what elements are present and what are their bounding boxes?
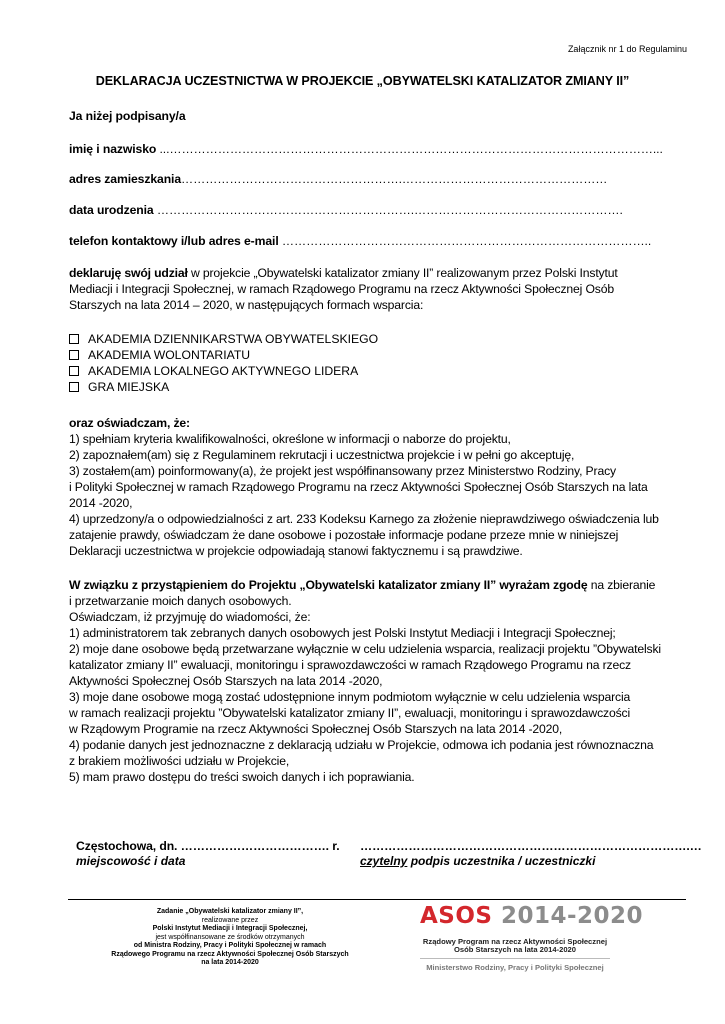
consent-bold: W związku z przystąpieniem do Projektu „Obywatelski katalizator zmiany II” wyrażam zgodę bbox=[69, 578, 588, 592]
place-date-caption: miejscowość i data bbox=[76, 854, 186, 868]
statement-line: 2014 -2020, bbox=[69, 496, 133, 510]
option-label: AKADEMIA DZIENNIKARSTWA OBYWATELSKIEGO bbox=[88, 332, 379, 346]
declaration-bold: deklaruję swój udział bbox=[69, 266, 188, 280]
program-line: Osób Starszych na lata 2014-2020 bbox=[454, 945, 576, 954]
signature-field[interactable]: ……………………………………………………………………….… bbox=[360, 839, 702, 853]
statement-line: 3) zostałem(am) poinformowany(a), że projekt jest współfinansowany przez Ministerstwo Rodziny, Pracy bbox=[69, 464, 616, 478]
ministry-name: Ministerstwo Rodziny, Pracy i Polityki Społecznej bbox=[426, 963, 604, 972]
declaration-line: Mediacji i Integracji Społecznej, w ramach Rządowego Programu na rzecz Aktywności Społecznej Osób bbox=[69, 282, 614, 296]
birth-date-dots: ……………………………………………………….……………………………………………. bbox=[153, 203, 623, 217]
document-title: DEKLARACJA UCZESTNICTWA W PROJEKCIE „OBYWATELSKI KATALIZATOR ZMIANY II” bbox=[95, 74, 630, 88]
birth-date-field[interactable] bbox=[69, 203, 623, 217]
funding-line: jest współfinansowane ze środków otrzymanych bbox=[155, 933, 305, 941]
place-date-field[interactable]: Częstochowa, dn. ………………………………. r. bbox=[76, 839, 340, 853]
consent-line: katalizator zmiany II” ewaluacji, monitoringu i sprawozdawczości w ramach Rządowego Programu na rzecz bbox=[69, 658, 631, 672]
funding-line: Polski Instytut Mediacji i Integracji Społecznej, bbox=[152, 925, 308, 932]
declaration-paragraph bbox=[69, 265, 689, 313]
funding-note bbox=[80, 908, 380, 968]
address-dots: ……………………………………………….…………………………………………… bbox=[181, 172, 608, 186]
consent-line: 1) administratorem tak zebranych danych osobowych jest Polski Instytut Mediacji i Integracji Społecznej; bbox=[69, 626, 616, 640]
name-field[interactable] bbox=[69, 142, 663, 156]
attachment-note: Załącznik nr 1 do Regulaminu bbox=[567, 44, 687, 54]
statement-line: zatajenie prawdy, oświadczam że dane osobowe i pozostałe informacje podane przeze mnie w niniejszej bbox=[69, 528, 619, 542]
statement-line: 1) spełniam kryteria kwalifikowalności, określone w informacji o naborze do projektu, bbox=[69, 432, 511, 446]
statements-section bbox=[69, 415, 689, 559]
name-dots: ...…………………………………………………………………………………………………………... bbox=[156, 142, 663, 156]
option-wolontariat[interactable] bbox=[69, 348, 250, 362]
consent-line: Oświadczam, iż przyjmuję do wiadomości, że: bbox=[69, 610, 311, 624]
name-label: imię i nazwisko bbox=[69, 142, 157, 156]
asos-logo-years: 2014-2020 bbox=[492, 903, 644, 929]
consent-line: 3) moje dane osobowe mogą zostać udostępnione innym podmiotom wyłącznie w celu udzielenia wsparcia bbox=[69, 690, 631, 704]
consent-line: 4) podanie danych jest jednoznaczne z deklaracją udziału w Projekcie, odmowa ich podania jest równoznaczna bbox=[69, 738, 654, 752]
option-gra-miejska[interactable] bbox=[69, 380, 169, 394]
contact-dots: ……………………………………………………………………………….. bbox=[278, 234, 652, 248]
consent-line: 5) mam prawo dostępu do treści swoich danych i ich poprawiania. bbox=[69, 770, 415, 784]
funding-line: od Ministra Rodziny, Pracy i Polityki Społecznej w ramach bbox=[133, 942, 327, 949]
option-label: GRA MIEJSKA bbox=[88, 380, 170, 394]
statements-heading: oraz oświadczam, że: bbox=[69, 416, 190, 430]
asos-logo-text: ASOS bbox=[420, 903, 493, 929]
program-name bbox=[420, 938, 610, 954]
contact-label: telefon kontaktowy i/lub adres e-mail bbox=[69, 234, 279, 248]
asos-logo bbox=[420, 903, 643, 929]
legible-word: czytelny bbox=[360, 854, 408, 868]
consent-section bbox=[69, 577, 689, 785]
logo-divider bbox=[420, 958, 610, 959]
birth-date-label: data urodzenia bbox=[69, 203, 154, 217]
footer-divider bbox=[68, 899, 686, 900]
consent-line: Aktywności Społecznej Osób Starszych na lata 2014 -2020, bbox=[69, 674, 383, 688]
statement-line: Deklaracji uczestnictwa w projekcie odpowiadają stanowi faktycznemu i są prawdziwe. bbox=[69, 544, 523, 558]
statement-line: 4) uprzedzony/a o odpowiedzialności z art. 233 Kodeksu Karnego za złożenie nieprawdziwego oświadczenia lub bbox=[69, 512, 659, 526]
statement-line: i Polityki Społecznej w ramach Rządowego Programu na rzecz Aktywności Społecznej Osób Starszych na lata bbox=[69, 480, 648, 494]
consent-line: w Rządowym Programie na rzecz Aktywności Społecznej Osób Starszych na lata 2014 -2020, bbox=[69, 722, 563, 736]
contact-field[interactable] bbox=[69, 234, 651, 248]
signature-caption-text: podpis uczestnika / uczestniczki bbox=[407, 854, 596, 868]
consent-line: z brakiem możliwości udziału w Projekcie, bbox=[69, 754, 290, 768]
option-lider[interactable] bbox=[69, 364, 358, 378]
consent-rest: na zbieranie bbox=[587, 578, 656, 592]
checkbox-icon[interactable] bbox=[69, 366, 79, 376]
declaration-line: Starszych na lata 2014 – 2020, w następujących formach wsparcia: bbox=[69, 298, 424, 312]
signature-caption bbox=[360, 854, 595, 868]
checkbox-icon[interactable] bbox=[69, 334, 79, 344]
option-label: AKADEMIA LOKALNEGO AKTYWNEGO LIDERA bbox=[88, 364, 359, 378]
intro-heading: Ja niżej podpisany/a bbox=[69, 109, 186, 123]
address-field[interactable] bbox=[69, 172, 607, 186]
funding-line: realizowane przez bbox=[201, 916, 259, 924]
consent-line: 2) moje dane osobowe będą przetwarzane wyłącznie w celu udzielenia wsparcia, realizacji projektu ”Obywatelski bbox=[69, 642, 661, 656]
checkbox-icon[interactable] bbox=[69, 382, 79, 392]
funding-line: Rządowego Programu na rzecz Aktywności Społecznej Osób Starszych bbox=[111, 950, 349, 958]
program-line: Rządowy Program na rzecz Aktywności Społecznej bbox=[422, 937, 608, 946]
statement-line: 2) zapoznałem(am) się z Regulaminem rekrutacji i uczestnictwa projekcie i w pełni go akceptuję, bbox=[69, 448, 575, 462]
checkbox-icon[interactable] bbox=[69, 350, 79, 360]
consent-line: i przetwarzanie moich danych osobowych. bbox=[69, 594, 292, 608]
funding-line: na lata 2014-2020 bbox=[201, 959, 259, 966]
option-label: AKADEMIA WOLONTARIATU bbox=[88, 348, 251, 362]
declaration-line: w projekcie „Obywatelski katalizator zmiany II” realizowanym przez Polski Instytut bbox=[187, 266, 618, 280]
funding-line: Zadanie „Obywatelski katalizator zmiany II”, bbox=[156, 908, 304, 915]
address-label: adres zamieszkania bbox=[69, 172, 182, 186]
option-dziennikarstwo[interactable] bbox=[69, 332, 378, 346]
consent-line: w ramach realizacji projektu ”Obywatelski katalizator zmiany II”, ewaluacji, monitoringu i sprawozdawczości bbox=[69, 706, 631, 720]
